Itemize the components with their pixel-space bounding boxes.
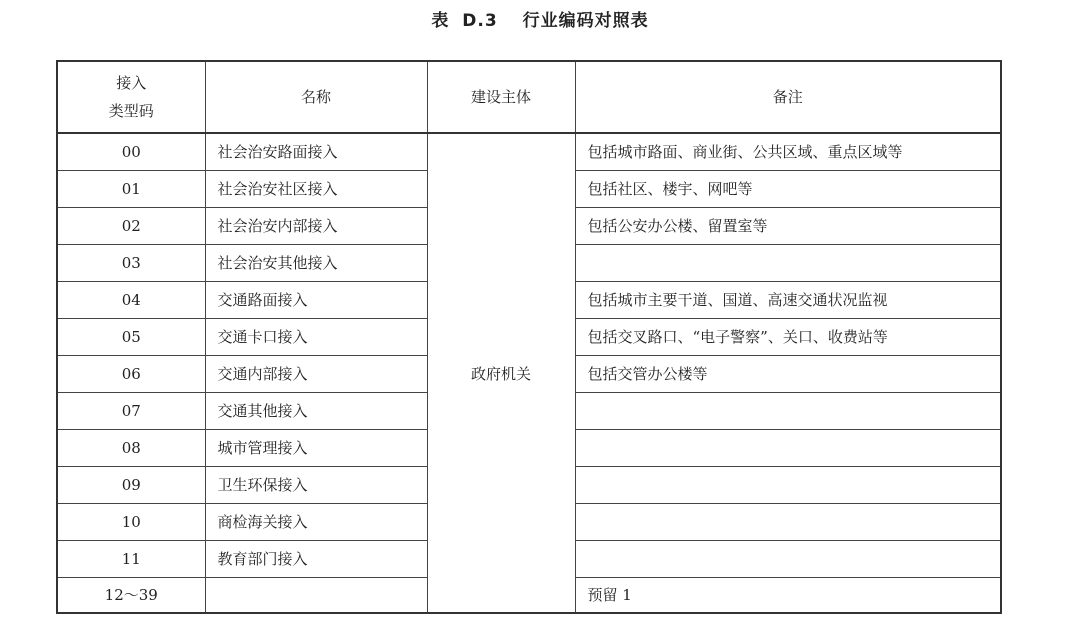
cell-name: 社会治安路面接入 (205, 133, 427, 170)
industry-code-table (56, 60, 1002, 614)
cell-code: 05 (57, 318, 205, 355)
table-row (57, 133, 1001, 170)
cell-code: 06 (57, 355, 205, 392)
cell-remarks (575, 503, 1001, 540)
cell-code: 10 (57, 503, 205, 540)
table-title (0, 8, 1080, 34)
cell-name: 社会治安其他接入 (205, 244, 427, 281)
cell-name: 卫生环保接入 (205, 466, 427, 503)
cell-remarks (575, 244, 1001, 281)
cell-code: 11 (57, 540, 205, 577)
cell-code: 08 (57, 429, 205, 466)
cell-builder-merged: 政府机关 (427, 133, 575, 613)
cell-remarks: 包括城市主要干道、国道、高速交通状况监视 (575, 281, 1001, 318)
cell-remarks: 包括社区、楼宇、网吧等 (575, 170, 1001, 207)
header-code-line2: 类型码 (108, 102, 154, 120)
table-title-number: D.3 (462, 11, 498, 31)
cell-remarks (575, 429, 1001, 466)
header-access-type-code (57, 61, 205, 133)
header-name: 名称 (205, 61, 427, 133)
cell-code: 03 (57, 244, 205, 281)
cell-remarks (575, 466, 1001, 503)
table-header-row (57, 61, 1001, 133)
cell-code: 04 (57, 281, 205, 318)
header-remarks: 备注 (575, 61, 1001, 133)
cell-name: 教育部门接入 (205, 540, 427, 577)
cell-code: 07 (57, 392, 205, 429)
header-builder: 建设主体 (427, 61, 575, 133)
cell-code: 01 (57, 170, 205, 207)
cell-remarks: 预留 1 (575, 577, 1001, 613)
cell-name: 交通其他接入 (205, 392, 427, 429)
cell-name: 交通路面接入 (205, 281, 427, 318)
cell-code: 09 (57, 466, 205, 503)
table-title-text: 行业编码对照表 (522, 11, 649, 31)
header-code-line1: 接入 (116, 74, 147, 92)
cell-name: 社会治安社区接入 (205, 170, 427, 207)
cell-code: 00 (57, 133, 205, 170)
cell-remarks (575, 540, 1001, 577)
cell-name: 交通内部接入 (205, 355, 427, 392)
cell-name: 商检海关接入 (205, 503, 427, 540)
cell-remarks: 包括城市路面、商业街、公共区域、重点区域等 (575, 133, 1001, 170)
cell-remarks: 包括交管办公楼等 (575, 355, 1001, 392)
cell-name: 社会治安内部接入 (205, 207, 427, 244)
cell-remarks (575, 392, 1001, 429)
cell-remarks: 包括公安办公楼、留置室等 (575, 207, 1001, 244)
cell-name (205, 577, 427, 613)
cell-code: 02 (57, 207, 205, 244)
cell-name: 城市管理接入 (205, 429, 427, 466)
table-title-prefix: 表 (431, 11, 450, 31)
cell-remarks: 包括交叉路口、“电子警察”、关口、收费站等 (575, 318, 1001, 355)
cell-code: 12～39 (57, 577, 205, 613)
cell-name: 交通卡口接入 (205, 318, 427, 355)
